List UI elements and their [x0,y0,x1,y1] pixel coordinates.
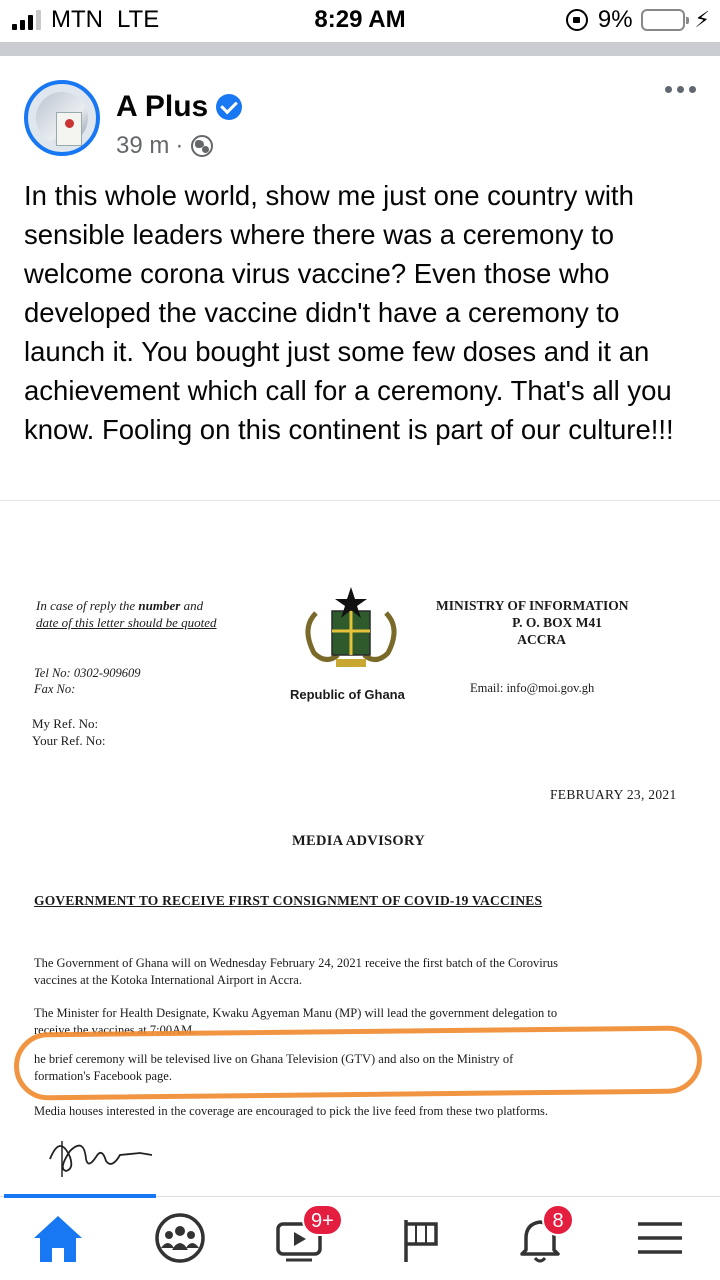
carrier-label: MTN [51,6,103,33]
coat-of-arms-icon [296,583,406,673]
advisory-title: MEDIA ADVISORY [292,833,426,849]
paragraph-2: The Minister for Health Designate, Kwaku Agyeman Manu (MP) will lead the government delegation to receive the vaccines at 7:00AM. [34,1006,558,1037]
post-image[interactable] [0,500,720,1200]
charging-bolt-icon: ⚡︎ [694,7,710,32]
status-bar [0,0,720,42]
avatar-photo [36,92,88,144]
page-name[interactable]: A Plus [116,90,209,123]
orange-highlight-circle [14,1025,703,1100]
more-options-icon[interactable] [665,86,696,93]
home-icon [22,1206,94,1270]
tab-notifications[interactable] [504,1206,576,1270]
ministry-email: Email: info@moi.gov.gh [470,681,595,695]
watch-badge: 9+ [302,1204,343,1236]
tab-home[interactable] [22,1206,94,1270]
feed-divider [0,42,720,56]
globe-icon [191,135,213,157]
page-avatar[interactable] [24,80,100,156]
orientation-lock-icon [566,9,588,31]
bottom-tab-bar [0,1196,720,1280]
ministry-address: MINISTRY OF INFORMATION P. O. BOX M41 ACCRA [436,598,629,647]
page-name-link[interactable] [116,90,242,124]
contact-numbers: Tel No: 0302-909609 Fax No: [34,666,141,696]
letter-date: FEBRUARY 23, 2021 [550,787,677,802]
battery-percent: 9% [597,6,633,33]
verified-badge-icon [216,94,242,120]
post-text: In this whole world, show me just one country with sensible leaders where there was a ceremony to welcome corona virus vaccine? Even those who developed the vaccine didn't have a ceremony to launch it. You bought just some few doses and it an achievement which call for a ceremony. That's all you know. Fooling on this continent is part of our culture!!! [24,180,674,445]
tab-pages[interactable] [384,1206,456,1270]
menu-icon [624,1206,696,1270]
republic-label: Republic of Ghana [290,687,405,702]
post-meta [116,132,213,160]
tab-menu[interactable] [624,1206,696,1270]
flag-icon [384,1206,456,1270]
battery-icon [641,9,685,31]
reply-note: In case of reply the number and date of this letter should be quoted [36,598,217,630]
groups-icon [144,1206,216,1270]
network-label: LTE [116,6,160,33]
signature-icon [40,1129,160,1179]
paragraph-4: Media houses interested in the coverage are encouraged to pick the live feed from these two platforms. [34,1104,549,1118]
advisory-headline: GOVERNMENT TO RECEIVE FIRST CONSIGNMENT OF COVID-19 VACCINES [34,893,543,908]
tab-watch[interactable] [264,1206,336,1270]
active-tab-indicator [4,1194,156,1198]
meta-separator: · [175,132,184,159]
status-right [566,6,710,34]
clock: 8:29 AM [314,6,406,33]
tab-groups[interactable] [144,1206,216,1270]
notifications-badge: 8 [542,1204,574,1236]
paragraph-1: The Government of Ghana will on Wednesday February 24, 2021 receive the first batch of the Corovirus vaccines at the Kotoka International Airport in Accra. [34,956,558,987]
paragraph-3-highlighted: he brief ceremony will be televised live on Ghana Television (GTV) and also on the Ministry of formation's Facebook page. [34,1052,514,1083]
reference-numbers: My Ref. No: Your Ref. No: [32,716,106,748]
post-time[interactable]: 39 m [116,132,170,159]
